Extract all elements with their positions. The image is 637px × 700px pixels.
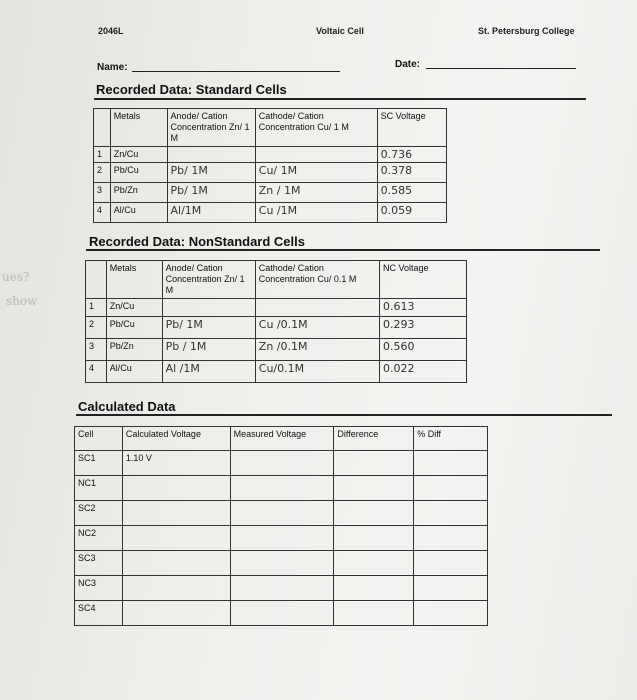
voltage-cell[interactable]: 0.736 xyxy=(377,147,446,163)
percent-diff-cell[interactable] xyxy=(414,601,488,626)
header-cell: Metals xyxy=(110,109,167,147)
date-label: Date: xyxy=(395,59,421,70)
measured-voltage-cell[interactable] xyxy=(230,501,334,526)
cell-id: NC3 xyxy=(75,576,123,601)
metals-cell: Pb/Cu xyxy=(110,163,167,183)
cell-id: SC4 xyxy=(75,601,123,626)
college-name: St. Petersburg College xyxy=(478,26,575,36)
cell-id: SC2 xyxy=(75,501,123,526)
header-cell: SC Voltage xyxy=(377,109,446,147)
anode-cell[interactable]: Pb / 1M xyxy=(162,339,255,361)
header-cell: Cathode/ Cation Concentration Cu/ 0.1 M xyxy=(255,261,379,299)
name-field-line[interactable] xyxy=(132,71,340,72)
calculated-voltage-cell[interactable]: 1.10 V xyxy=(122,451,230,476)
anode-cell[interactable]: Pb/ 1M xyxy=(167,183,255,203)
header-cell: Cell xyxy=(75,427,123,451)
cell-id: NC2 xyxy=(75,526,123,551)
voltage-cell[interactable]: 0.293 xyxy=(380,317,467,339)
section-divider xyxy=(86,249,600,251)
cathode-cell[interactable] xyxy=(255,299,379,317)
row-number: 4 xyxy=(86,361,107,383)
cathode-cell[interactable]: Cu/0.1M xyxy=(255,361,379,383)
calculated-section-title: Calculated Data xyxy=(78,399,176,414)
measured-voltage-cell[interactable] xyxy=(230,576,334,601)
anode-cell[interactable]: Al/1M xyxy=(167,203,255,223)
percent-diff-cell[interactable] xyxy=(414,476,488,501)
calculated-voltage-cell[interactable] xyxy=(122,501,230,526)
date-field-line[interactable] xyxy=(426,68,576,69)
cathode-cell[interactable]: Cu/ 1M xyxy=(255,163,377,183)
table-row xyxy=(94,183,447,203)
calculated-data-table xyxy=(74,426,488,626)
table-row xyxy=(75,601,488,626)
section-divider xyxy=(94,98,586,100)
table-row xyxy=(86,317,467,339)
table-row xyxy=(94,163,447,183)
header-cell: % Diff xyxy=(414,427,488,451)
row-number: 4 xyxy=(94,203,111,223)
table-row xyxy=(86,361,467,383)
table-header-row xyxy=(86,261,467,299)
calculated-voltage-cell[interactable] xyxy=(122,526,230,551)
row-number: 3 xyxy=(86,339,107,361)
header-cell xyxy=(94,109,111,147)
cell-id: SC3 xyxy=(75,551,123,576)
cathode-cell[interactable]: Zn /0.1M xyxy=(255,339,379,361)
measured-voltage-cell[interactable] xyxy=(230,551,334,576)
difference-cell[interactable] xyxy=(334,576,414,601)
row-number: 2 xyxy=(86,317,107,339)
worksheet-title: Voltaic Cell xyxy=(316,26,364,36)
name-label: Name: xyxy=(97,62,128,73)
difference-cell[interactable] xyxy=(334,601,414,626)
metals-cell: Pb/Cu xyxy=(106,317,162,339)
table-row xyxy=(75,476,488,501)
margin-note: ues? xyxy=(2,270,30,284)
measured-voltage-cell[interactable] xyxy=(230,526,334,551)
percent-diff-cell[interactable] xyxy=(414,551,488,576)
table-row xyxy=(86,339,467,361)
difference-cell[interactable] xyxy=(334,551,414,576)
nonstandard-cells-table xyxy=(85,260,467,383)
table-header-row xyxy=(75,427,488,451)
cell-id: SC1 xyxy=(75,451,123,476)
table-row xyxy=(94,203,447,223)
calculated-voltage-cell[interactable] xyxy=(122,601,230,626)
table-row xyxy=(75,451,488,476)
cathode-cell[interactable]: Cu /1M xyxy=(255,203,377,223)
metals-cell: Pb/Zn xyxy=(106,339,162,361)
header-cell: Calculated Voltage xyxy=(122,427,230,451)
margin-note: show xyxy=(6,294,38,308)
calculated-voltage-cell[interactable] xyxy=(122,576,230,601)
voltage-cell[interactable]: 0.378 xyxy=(377,163,446,183)
difference-cell[interactable] xyxy=(334,451,414,476)
standard-cells-table xyxy=(93,108,447,223)
calculated-voltage-cell[interactable] xyxy=(122,551,230,576)
table-header-row xyxy=(94,109,447,147)
cathode-cell[interactable] xyxy=(255,147,377,163)
measured-voltage-cell[interactable] xyxy=(230,601,334,626)
metals-cell: Al/Cu xyxy=(110,203,167,223)
percent-diff-cell[interactable] xyxy=(414,526,488,551)
table-row xyxy=(94,147,447,163)
cathode-cell[interactable]: Zn / 1M xyxy=(255,183,377,203)
difference-cell[interactable] xyxy=(334,476,414,501)
voltage-cell[interactable]: 0.059 xyxy=(377,203,446,223)
section-divider xyxy=(76,414,612,416)
table-row xyxy=(86,299,467,317)
calculated-voltage-cell[interactable] xyxy=(122,476,230,501)
percent-diff-cell[interactable] xyxy=(414,501,488,526)
anode-cell[interactable] xyxy=(167,147,255,163)
voltage-cell[interactable]: 0.585 xyxy=(377,183,446,203)
percent-diff-cell[interactable] xyxy=(414,451,488,476)
row-number: 1 xyxy=(94,147,111,163)
anode-cell[interactable]: Pb/ 1M xyxy=(162,317,255,339)
difference-cell[interactable] xyxy=(334,526,414,551)
percent-diff-cell[interactable] xyxy=(414,576,488,601)
table-row xyxy=(75,526,488,551)
voltage-cell[interactable]: 0.560 xyxy=(380,339,467,361)
metals-cell: Al/Cu xyxy=(106,361,162,383)
header-cell: Anode/ Cation Concentration Zn/ 1 M xyxy=(167,109,255,147)
difference-cell[interactable] xyxy=(334,501,414,526)
row-number: 1 xyxy=(86,299,107,317)
table-row xyxy=(75,576,488,601)
nonstandard-section-title: Recorded Data: NonStandard Cells xyxy=(89,234,305,249)
cell-id: NC1 xyxy=(75,476,123,501)
anode-cell[interactable]: Pb/ 1M xyxy=(167,163,255,183)
measured-voltage-cell[interactable] xyxy=(230,451,334,476)
header-cell: Measured Voltage xyxy=(230,427,334,451)
cathode-cell[interactable]: Cu /0.1M xyxy=(255,317,379,339)
course-code: 2046L xyxy=(98,26,124,36)
header-cell: Difference xyxy=(334,427,414,451)
anode-cell[interactable]: Al /1M xyxy=(162,361,255,383)
header-cell: Metals xyxy=(106,261,162,299)
measured-voltage-cell[interactable] xyxy=(230,476,334,501)
standard-section-title: Recorded Data: Standard Cells xyxy=(96,82,287,97)
table-row xyxy=(75,551,488,576)
voltage-cell[interactable]: 0.022 xyxy=(380,361,467,383)
header-cell: Cathode/ Cation Concentration Cu/ 1 M xyxy=(255,109,377,147)
header-cell: Anode/ Cation Concentration Zn/ 1 M xyxy=(162,261,255,299)
metals-cell: Zn/Cu xyxy=(106,299,162,317)
metals-cell: Zn/Cu xyxy=(110,147,167,163)
row-number: 2 xyxy=(94,163,111,183)
header-cell xyxy=(86,261,107,299)
row-number: 3 xyxy=(94,183,111,203)
voltage-cell[interactable]: 0.613 xyxy=(380,299,467,317)
anode-cell[interactable] xyxy=(162,299,255,317)
table-row xyxy=(75,501,488,526)
header-cell: NC Voltage xyxy=(380,261,467,299)
metals-cell: Pb/Zn xyxy=(110,183,167,203)
